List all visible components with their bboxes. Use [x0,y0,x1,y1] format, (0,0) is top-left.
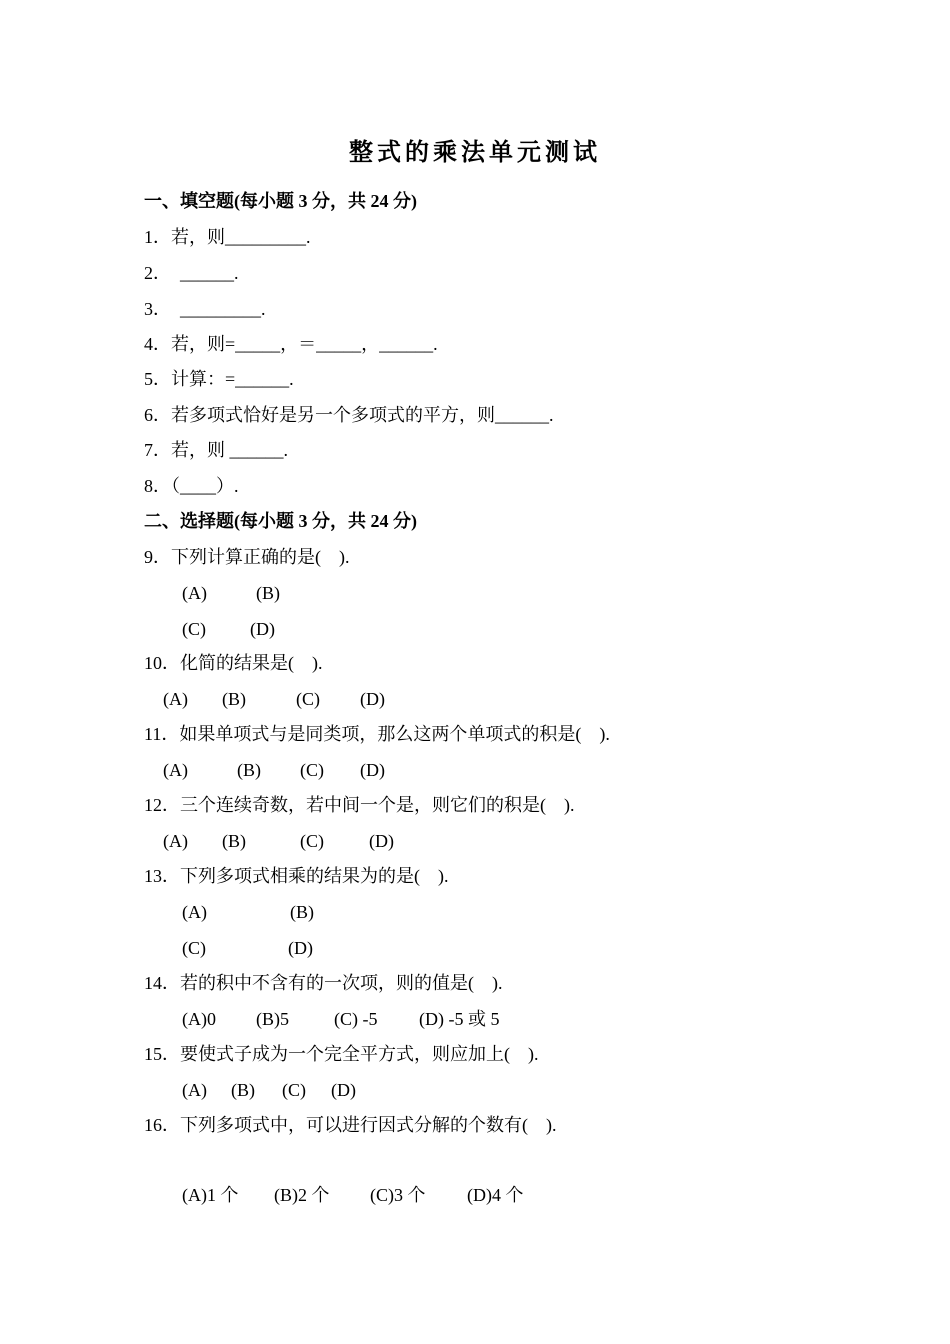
q10-option-c: (C) [296,689,320,709]
q10-option-a: (A) [163,689,188,709]
document-title: 整式的乘法单元测试 [349,137,601,166]
q14-option-a: (A)0 [182,1009,216,1029]
q9-option-a: (A) [182,583,207,603]
q14-option-c: (C) -5 [334,1009,378,1029]
q16-option-c: (C)3 个 [370,1185,426,1205]
choice-question-14: 14．若的积中不含有的一次项，则的值是( ). [144,973,503,993]
q11-option-c: (C) [300,760,324,780]
q10-option-d: (D) [360,689,385,709]
fill-question-6: 6．若多项式恰好是另一个多项式的平方，则______. [144,405,554,425]
q13-option-b: (B) [290,902,314,922]
choice-question-16: 16．下列多项式中，可以进行因式分解的个数有( ). [144,1115,557,1135]
q16-option-a: (A)1 个 [182,1185,239,1205]
choice-question-13: 13．下列多项式相乘的结果为的是( ). [144,866,449,886]
choice-question-9: 9．下列计算正确的是( ). [144,547,350,567]
choice-question-10: 10．化简的结果是( ). [144,653,323,673]
fill-question-8: 8．（____）. [144,476,239,496]
fill-question-2: 2． ______. [144,263,239,283]
fill-question-3: 3． _________. [144,299,266,319]
fill-question-5: 5．计算：=______. [144,369,294,389]
section-heading-choice: 二、选择题(每小题 3 分，共 24 分) [144,511,417,531]
q15-option-c: (C) [282,1080,306,1100]
q11-option-a: (A) [163,760,188,780]
q15-option-d: (D) [331,1080,356,1100]
q13-option-d: (D) [288,938,313,958]
q9-option-b: (B) [256,583,280,603]
q12-option-b: (B) [222,831,246,851]
fill-question-4: 4．若，则=_____，＝_____，______. [144,334,438,354]
section-heading-fill: 一、填空题(每小题 3 分，共 24 分) [144,191,417,211]
fill-question-1: 1．若，则_________. [144,227,311,247]
q14-option-b: (B)5 [256,1009,289,1029]
fill-question-7: 7．若，则 ______. [144,440,288,460]
choice-question-15: 15．要使式子成为一个完全平方式，则应加上( ). [144,1044,539,1064]
choice-question-12: 12．三个连续奇数，若中间一个是，则它们的积是( ). [144,795,575,815]
q14-option-d: (D) -5 或 5 [419,1009,500,1029]
q11-option-d: (D) [360,760,385,780]
q13-option-c: (C) [182,938,206,958]
q11-option-b: (B) [237,760,261,780]
q10-option-b: (B) [222,689,246,709]
q16-option-d: (D)4 个 [467,1185,524,1205]
q12-option-a: (A) [163,831,188,851]
q15-option-a: (A) [182,1080,207,1100]
choice-question-11: 11．如果单项式与是同类项，那么这两个单项式的积是( ). [144,724,610,744]
q9-option-d: (D) [250,619,275,639]
q12-option-c: (C) [300,831,324,851]
q13-option-a: (A) [182,902,207,922]
q12-option-d: (D) [369,831,394,851]
q15-option-b: (B) [231,1080,255,1100]
q9-option-c: (C) [182,619,206,639]
q16-option-b: (B)2 个 [274,1185,330,1205]
